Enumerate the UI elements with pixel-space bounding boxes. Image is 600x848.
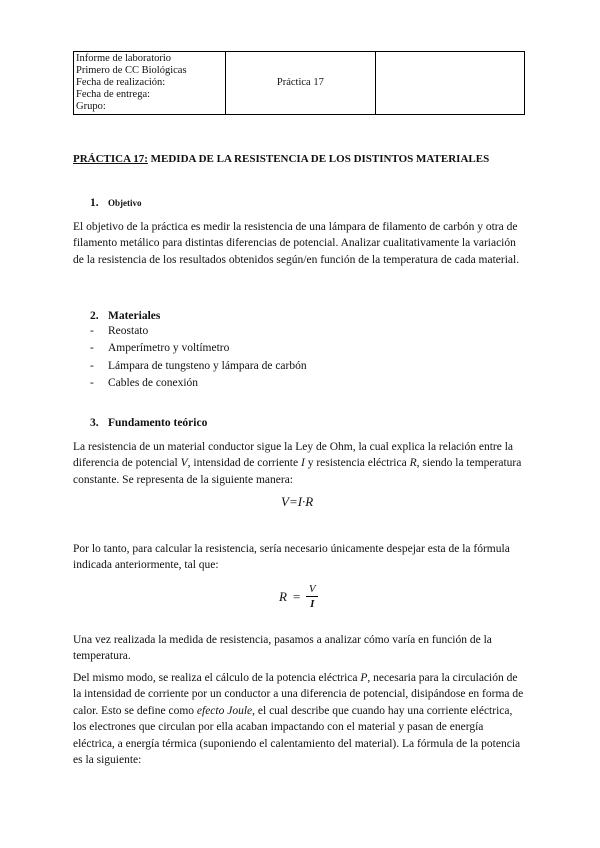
- list-item: - Amperímetro y voltímetro: [90, 340, 307, 357]
- list-item: - Cables de conexión: [90, 375, 307, 392]
- fraction-denominator: I: [310, 598, 315, 610]
- section-label: Materiales: [108, 310, 161, 322]
- list-item: - Lámpara de tungsteno y lámpara de carbón: [90, 358, 307, 375]
- list-item: - Reostato: [90, 323, 307, 340]
- header-info-cell: [74, 52, 226, 115]
- objetivo-paragraph: El objetivo de la práctica es medir la resistencia de una lámpara de filamento de carbón y otra de filamento metálico para distintas diferencias de potencial. Analizar cualitativamente la variación de la resistencia de los resultados obtenidos según/en función de la temperatura de cada material.: [73, 221, 520, 266]
- fraction-numerator: V: [308, 583, 316, 595]
- section-number: 2.: [90, 310, 99, 322]
- ohm-paragraph: La resistencia de un material conductor sigue la Ley de Ohm, la cual explica la relación entre la diferencia de potencial V, intensidad de corriente I y resistencia eléctrica R, siendo la temperatura constante. Se representa de la siguiente manera:: [73, 441, 522, 486]
- header-line-date-due: Fecha de entrega:: [76, 89, 151, 100]
- title-prefix: PRÁCTICA 17:: [73, 153, 148, 165]
- header-practice-cell: [225, 52, 375, 115]
- header-line-course: Primero de CC Biológicas: [76, 65, 187, 76]
- header-line-group: Grupo:: [76, 101, 106, 112]
- header-practice-label: Práctica 17: [276, 77, 324, 88]
- material-item-text: Reostato: [108, 325, 149, 337]
- material-item-text: Lámpara de tungsteno y lámpara de carbón: [108, 359, 307, 372]
- section-number: 1.: [90, 197, 99, 209]
- section-heading-objetivo: [90, 197, 142, 209]
- section-label: Objetivo: [108, 198, 142, 208]
- section-heading-fundamento: [90, 417, 207, 429]
- header-line-date-done: Fecha de realización:: [76, 77, 166, 88]
- section-label: Fundamento teórico: [108, 417, 208, 429]
- material-item-text: Amperímetro y voltímetro: [108, 342, 230, 355]
- material-item-text: Cables de conexión: [108, 376, 199, 389]
- resistance-formula: [279, 583, 318, 611]
- document-title: [73, 153, 489, 165]
- header-empty-cell: [375, 52, 524, 115]
- formula-lhs: R: [279, 589, 287, 604]
- section-heading-materiales: [90, 310, 160, 322]
- materials-list: [90, 323, 307, 392]
- formula-equals: =: [292, 589, 301, 604]
- section-number: 3.: [90, 417, 99, 429]
- formula-fraction: [306, 583, 318, 611]
- header-line-report: Informe de laboratorio: [76, 53, 172, 64]
- resistance-paragraph: Por lo tanto, para calcular la resistencia, sería necesario únicamente despejar esta de la fórmula indicada anteriormente, tal que:: [73, 543, 510, 572]
- power-paragraph: Del mismo modo, se realiza el cálculo de la potencia eléctrica P, necesaria para la circulación de la intensidad de corriente por un conductor a una diferencia de potencial, disipándose en forma de calor. Esto se define como efecto Joule, el cual describe que cuando hay una corriente eléctrica, los electrones que circulan por ella acaban impactando con el material y pasan de energía eléctrica, a energía térmica (suponiendo el calentamiento del material). La fórmula de la potencia es la siguiente:: [73, 672, 524, 767]
- title-text: MEDIDA DE LA RESISTENCIA DE LOS DISTINTOS MATERIALES: [147, 153, 490, 165]
- temperature-paragraph: Una vez realizada la medida de resistencia, pasamos a analizar cómo varía en función de la temperatura.: [73, 634, 492, 663]
- ohm-formula: V=I·R: [281, 494, 314, 509]
- header-table: [73, 51, 525, 115]
